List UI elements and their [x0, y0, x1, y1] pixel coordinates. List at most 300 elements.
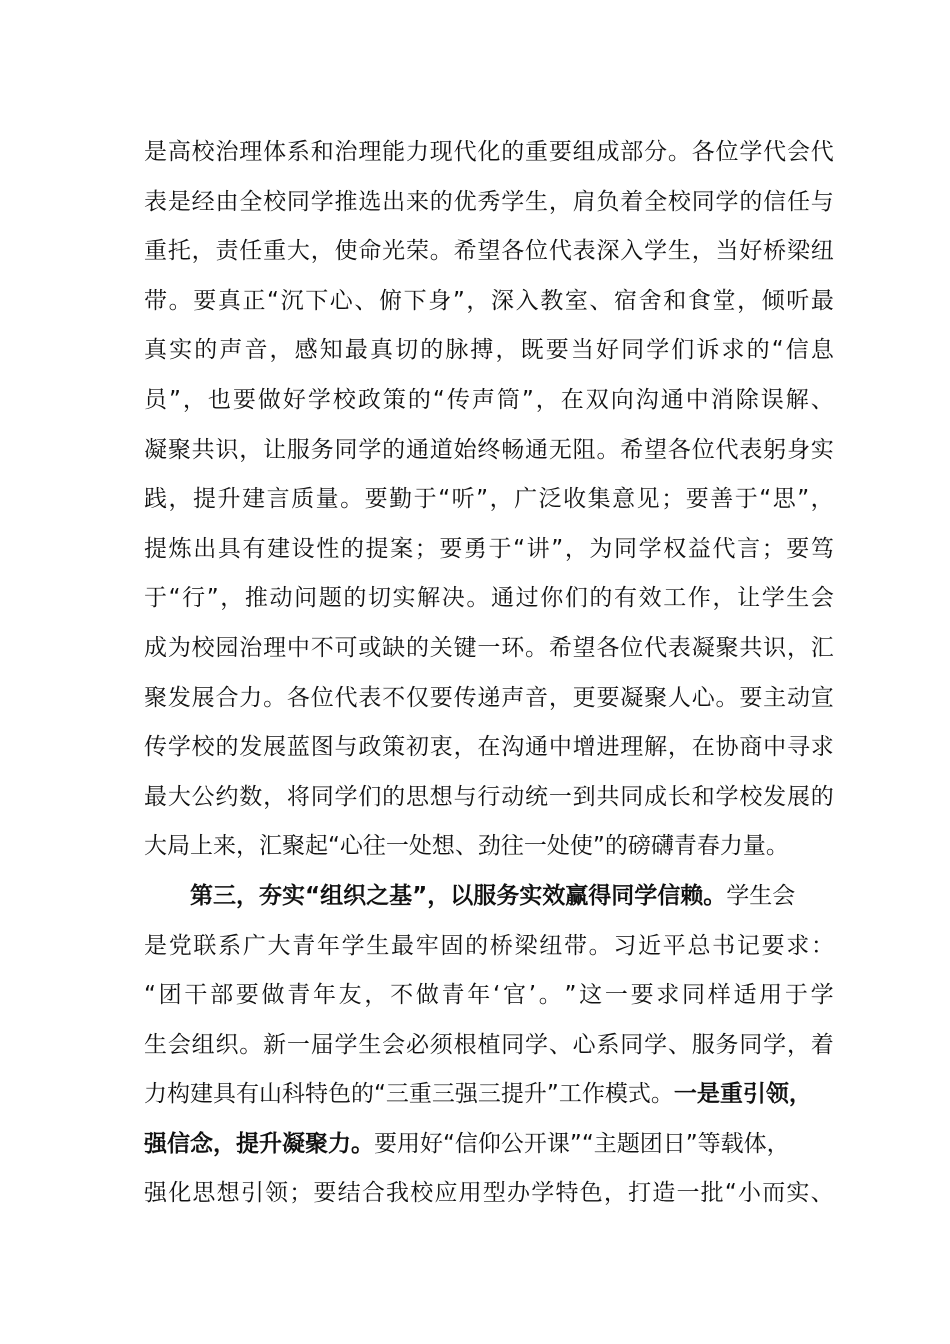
text-char: 位 [620, 634, 644, 661]
text-char: 你 [540, 585, 564, 612]
text-char: 。 [667, 139, 691, 165]
text-char: 一 [676, 1180, 700, 1207]
text-char: 生 [786, 585, 810, 612]
text-char: 真 [217, 287, 241, 314]
text-char: 要 [786, 535, 810, 562]
bold-heading-three: 第三，夯实“组织之基”，以服务实效赢得同学信赖。 [190, 882, 727, 909]
text-char: “ [144, 982, 156, 1009]
text-char: 代 [712, 535, 736, 562]
text-char: 递 [477, 684, 501, 711]
text-line-last [144, 822, 834, 872]
text-char: 。 [525, 634, 548, 661]
text-char: 增 [572, 734, 596, 761]
text-char: 与 [453, 783, 477, 810]
text-char: 动 [786, 684, 810, 711]
text-char: 让 [737, 585, 761, 612]
text-char: 表 [667, 634, 691, 661]
text-char: 音 [525, 684, 548, 711]
text-char: 决 [441, 585, 465, 612]
text-char: 适 [733, 982, 757, 1009]
text-char: 设 [291, 535, 315, 562]
text-char: 化 [477, 139, 501, 165]
text-char: 益 [687, 535, 711, 562]
body-text [144, 128, 834, 1219]
text-char: 最 [391, 932, 415, 959]
text-char: 误 [760, 386, 784, 413]
text-char: 化 [168, 1180, 192, 1207]
text-char: 学 [810, 982, 834, 1009]
text-char: 这 [579, 982, 603, 1009]
text-char: 的 [194, 337, 218, 364]
text-char: 于 [734, 486, 758, 513]
text-char: 样 [707, 982, 731, 1009]
text-char: 做 [415, 982, 439, 1009]
text-char: ” [521, 386, 534, 413]
text-char: 带 [563, 932, 587, 959]
text-char: 中 [548, 734, 572, 761]
text-char: 工 [663, 585, 687, 612]
text-char: 策 [382, 386, 406, 413]
text-char: 用 [458, 1180, 482, 1207]
text-char: ， [310, 238, 334, 265]
text-char: 体 [263, 139, 287, 165]
text-char: ， [667, 734, 691, 761]
text-char: 大 [167, 783, 191, 810]
text-char: 、 [589, 287, 613, 314]
text-char: 筒 [496, 386, 520, 413]
text-char: 要 [548, 139, 572, 165]
text-char: 生 [358, 1031, 382, 1058]
text-char: 治 [239, 634, 263, 661]
text-char: 一 [477, 634, 501, 661]
text-char: 政 [357, 386, 381, 413]
text-char: 始 [453, 436, 477, 463]
text-char: “ [267, 287, 279, 314]
text-char: 各 [667, 436, 691, 463]
text-char: 于 [784, 982, 808, 1009]
text-char: 望 [644, 436, 668, 463]
text-char: 于 [413, 486, 437, 513]
text-char: 终 [477, 436, 501, 463]
text-line [144, 475, 834, 525]
text-char: 生 [525, 188, 548, 215]
text-char: 题 [318, 585, 342, 612]
text-char: 和 [663, 287, 687, 314]
text-char: 勤 [389, 486, 413, 513]
text-char: 重 [144, 238, 167, 265]
heading-line-rest: 学生会 [726, 882, 796, 909]
text-char: 发 [763, 783, 787, 810]
text-char: 生 [667, 238, 691, 265]
text-char: 用 [759, 982, 783, 1009]
text-char: 党 [168, 932, 192, 959]
text-char: 广 [242, 932, 266, 959]
text-char: 、 [548, 1031, 572, 1058]
text-char: 于 [488, 535, 512, 562]
text-char: 大 [286, 238, 310, 265]
text-char: 真 [369, 337, 393, 364]
text-char: ‘ [492, 982, 501, 1009]
text-char: ” [476, 486, 489, 513]
text-char: 既 [520, 337, 544, 364]
text-char: 切 [395, 337, 419, 364]
text-char: 、 [810, 1180, 834, 1207]
text-char: 集 [587, 486, 611, 513]
text-line [144, 674, 834, 724]
text-char: 双 [585, 386, 609, 413]
text-char: 泛 [538, 486, 562, 513]
text-char: 学 [167, 734, 191, 761]
text-char: ， [603, 1180, 627, 1207]
text-char: 系 [218, 932, 242, 959]
text-char: 一 [604, 982, 628, 1009]
text-char: ， [737, 287, 761, 314]
text-char: 讲 [526, 535, 550, 562]
text-char: 学 [310, 188, 334, 215]
text-line [144, 723, 834, 773]
text-char: 。 [168, 287, 192, 314]
text-char: 。 [538, 982, 562, 1009]
text-char: 共 [191, 436, 215, 463]
text-char: 、 [810, 386, 834, 413]
text-line-mixed [144, 1120, 834, 1170]
text-char: 纽 [539, 932, 563, 959]
text-char: 人 [667, 684, 691, 711]
text-char: 室 [564, 287, 588, 314]
text-char: 校 [191, 634, 215, 661]
text-char: 学 [739, 139, 763, 165]
text-char: 秀 [477, 188, 501, 215]
text-char: 。 [239, 1031, 263, 1058]
text-char: 学 [646, 337, 670, 364]
text-char: 会 [810, 585, 834, 612]
text-char: 听 [451, 486, 475, 513]
text-char: 理 [620, 734, 644, 761]
text-line [144, 971, 834, 1021]
text-char: 音 [244, 337, 268, 364]
text-char: 代 [763, 139, 787, 165]
text-char: 系 [596, 1031, 620, 1058]
text-char: ， [810, 486, 834, 513]
text-char: 同 [334, 436, 358, 463]
text-char: 青 [287, 982, 311, 1009]
text-char: 实 [392, 585, 416, 612]
text-char: 成 [644, 783, 668, 810]
text-char: 衷 [429, 734, 453, 761]
text-char: 。 [429, 238, 453, 265]
text-line [144, 574, 834, 624]
text-char: 牢 [415, 932, 439, 959]
text-char: 带 [144, 287, 167, 314]
text-char: ” [169, 386, 181, 413]
text-char: 声 [219, 337, 243, 364]
text-char: 同 [620, 1031, 644, 1058]
text-char: 统 [525, 783, 548, 810]
text-char: 舍 [638, 287, 662, 314]
text-char: ” [564, 982, 577, 1009]
text-char: 希 [620, 436, 644, 463]
text-char: 使 [334, 238, 358, 265]
text-char: 要 [630, 982, 654, 1009]
text-char: ” [797, 486, 810, 513]
text-char: 。 [596, 436, 620, 463]
text-line [144, 376, 834, 426]
text-char: 平 [662, 932, 686, 959]
text-char: 图 [310, 734, 334, 761]
text-char: 躬 [763, 436, 787, 463]
text-char: ， [168, 486, 192, 513]
text-char: 宿 [614, 287, 638, 314]
text-line [144, 922, 834, 972]
text-char: 感 [294, 337, 318, 364]
text-char: ” [452, 287, 465, 314]
text-char: 表 [572, 238, 596, 265]
text-char: 聚 [144, 684, 167, 711]
text-char: 行 [477, 783, 501, 810]
text-char: 着 [810, 1031, 834, 1058]
text-char: 聚 [715, 634, 739, 661]
text-char: 最 [810, 287, 834, 314]
text-char: 学 [644, 1031, 668, 1058]
text-char: 过 [515, 585, 539, 612]
text-char: 言 [266, 486, 290, 513]
text-char: ； [289, 1180, 313, 1207]
text-char: 一 [286, 1031, 310, 1058]
text-char: 联 [193, 932, 217, 959]
text-char: 约 [215, 783, 239, 810]
text-char: 解 [417, 585, 441, 612]
text-char: 学 [358, 436, 382, 463]
text-char: 心 [691, 684, 715, 711]
text-char: 是 [167, 188, 191, 215]
text-char: 学 [341, 932, 365, 959]
text-char: 光 [382, 238, 406, 265]
text-char: 桥 [763, 238, 787, 265]
text-char: 须 [429, 1031, 453, 1058]
text-char: 表 [358, 684, 382, 711]
text-char: 想 [429, 783, 453, 810]
text-char: 学 [525, 1031, 548, 1058]
text-char: 领 [265, 1180, 289, 1207]
text-char: 学 [501, 188, 525, 215]
text-char: 分 [644, 139, 668, 165]
text-char: 治 [215, 139, 239, 165]
text-char: 传 [453, 684, 477, 711]
text-char: 。 [263, 684, 287, 711]
text-char: 型 [482, 1180, 506, 1207]
text-char: 责 [215, 238, 239, 265]
text-char: 当 [715, 238, 739, 265]
text-char: 想 [216, 1180, 240, 1207]
text-char: 希 [453, 238, 477, 265]
text-char: 治 [334, 139, 358, 165]
text-char: 性 [316, 535, 340, 562]
text-char: 代 [334, 684, 358, 711]
text-char: 传 [446, 386, 470, 413]
text-char: 各 [501, 238, 525, 265]
text-char: 为 [589, 535, 613, 562]
text-char: ， [263, 783, 287, 810]
text-char: 要 [364, 486, 388, 513]
text-char: 要 [685, 486, 709, 513]
text-char: 根 [453, 1031, 477, 1058]
text-char: 青 [441, 982, 465, 1009]
text-char: 在 [560, 386, 584, 413]
text-char: 务 [310, 436, 334, 463]
text-char: 着 [620, 188, 644, 215]
text-line [144, 426, 834, 476]
text-segment: 要用好“信仰公开课”“主题团日”等载体， [374, 1130, 790, 1157]
text-char: 践 [144, 486, 167, 513]
text-char: 成 [144, 634, 167, 661]
text-char: 同 [620, 783, 644, 810]
text-char: 权 [663, 535, 687, 562]
text-char: 组 [572, 139, 596, 165]
text-char: 会 [167, 1031, 191, 1058]
text-char: 力 [239, 684, 263, 711]
text-char: 通 [405, 436, 429, 463]
text-char: 做 [261, 982, 285, 1009]
text-char: 学 [715, 783, 739, 810]
text-char: 同 [691, 188, 715, 215]
text-char: 可 [334, 634, 358, 661]
text-line [144, 277, 834, 327]
text-char: 高 [167, 139, 191, 165]
text-char: 笃 [810, 535, 834, 562]
text-char: 实 [786, 1180, 810, 1207]
text-char: 作 [687, 585, 711, 612]
text-char: ， [712, 585, 736, 612]
text-char: 的 [746, 337, 770, 364]
text-char: 的 [420, 337, 444, 364]
text-char: 们 [358, 783, 382, 810]
text-char: 的 [501, 139, 525, 165]
text-char: 沟 [501, 734, 525, 761]
text-char: 应 [434, 1180, 458, 1207]
text-char: 干 [184, 982, 208, 1009]
text-char: 肩 [572, 188, 596, 215]
text-char: ， [691, 238, 715, 265]
text-char: ， [548, 684, 572, 711]
text-char: 们 [564, 585, 588, 612]
text-char: 消 [710, 386, 734, 413]
text-char: 部 [210, 982, 234, 1009]
text-char: 园 [215, 634, 239, 661]
text-char: 强 [144, 1180, 167, 1207]
text-char: 要 [232, 386, 256, 413]
text-char: 实 [810, 436, 834, 463]
text-char: 各 [691, 139, 715, 165]
text-char: 心 [329, 287, 353, 314]
text-char: 正 [242, 287, 266, 314]
text-char: 不 [382, 684, 406, 711]
text-char: 。 [715, 684, 739, 711]
text-char: 优 [453, 188, 477, 215]
text-char: 炼 [168, 535, 192, 562]
text-char: 信 [763, 188, 787, 215]
text-char: 收 [563, 486, 587, 513]
text-char: 批 [700, 1180, 724, 1207]
text-char: 任 [239, 238, 263, 265]
text-char: 政 [358, 734, 382, 761]
text-char: ， [535, 386, 559, 413]
text-char: 代 [644, 634, 668, 661]
text-char: ， [466, 287, 490, 314]
text-char: 来 [405, 188, 429, 215]
text-char: 真 [144, 337, 167, 364]
text-char: 年 [316, 932, 340, 959]
text-char: 由 [215, 188, 239, 215]
text-char: 要 [429, 684, 453, 711]
text-char: 除 [735, 386, 759, 413]
text-char: 全 [644, 188, 668, 215]
text-char: 宣 [810, 684, 834, 711]
text-char: 声 [501, 684, 525, 711]
paragraph-end-text: 大局上来，汇聚起“心往一处想、劲往一处使”的磅礴青春力量。 [144, 833, 789, 860]
text-char: 要 [596, 684, 620, 711]
text-char: ， [495, 337, 519, 364]
text-char: 勇 [463, 535, 487, 562]
text-char: 让 [263, 436, 287, 463]
text-char: 同 [501, 1031, 525, 1058]
text-char: 学 [763, 1031, 787, 1058]
text-char: 学 [761, 585, 785, 612]
text-char: 的 [343, 585, 367, 612]
text-char: 求 [656, 982, 680, 1009]
text-char: 学 [307, 386, 331, 413]
text-char: 负 [596, 188, 620, 215]
text-char: ” [551, 535, 564, 562]
text-char: 务 [715, 1031, 739, 1058]
text-char: 望 [477, 238, 501, 265]
text-char: 问 [294, 585, 318, 612]
text-char: 为 [167, 634, 191, 661]
text-char: 必 [405, 1031, 429, 1058]
text-char: ， [548, 188, 572, 215]
text-char: ， [364, 982, 388, 1009]
text-char: 代 [810, 139, 834, 165]
text-char: 会 [382, 1031, 406, 1058]
text-char: 部 [620, 139, 644, 165]
text-char: 要 [313, 1180, 337, 1207]
text-char: 展 [786, 783, 810, 810]
text-char: 学 [334, 783, 358, 810]
text-char: 于 [144, 585, 167, 612]
text-char: 的 [405, 634, 429, 661]
text-char: ， [239, 436, 263, 463]
text-char: 要 [235, 982, 259, 1009]
text-char: 桥 [489, 932, 513, 959]
text-char: 位 [310, 684, 334, 711]
text-char: 一 [548, 783, 572, 810]
text-char: 量 [315, 486, 339, 513]
text-char: 无 [548, 436, 572, 463]
text-char: 成 [596, 139, 620, 165]
text-char: 而 [762, 1180, 786, 1207]
text-char: 通 [660, 386, 684, 413]
text-char: “ [724, 1180, 737, 1207]
text-char: 校 [191, 139, 215, 165]
text-char: 在 [477, 734, 501, 761]
text-char: 做 [257, 386, 281, 413]
text-char: 表 [739, 436, 763, 463]
bold-point-one-end: 强信念，提升凝聚力。 [144, 1130, 374, 1157]
text-char: 要 [193, 287, 217, 314]
text-char: 、 [667, 1031, 691, 1058]
text-char: 的 [810, 783, 834, 810]
text-char: 见 [636, 486, 660, 513]
text-char: 特 [555, 1180, 579, 1207]
